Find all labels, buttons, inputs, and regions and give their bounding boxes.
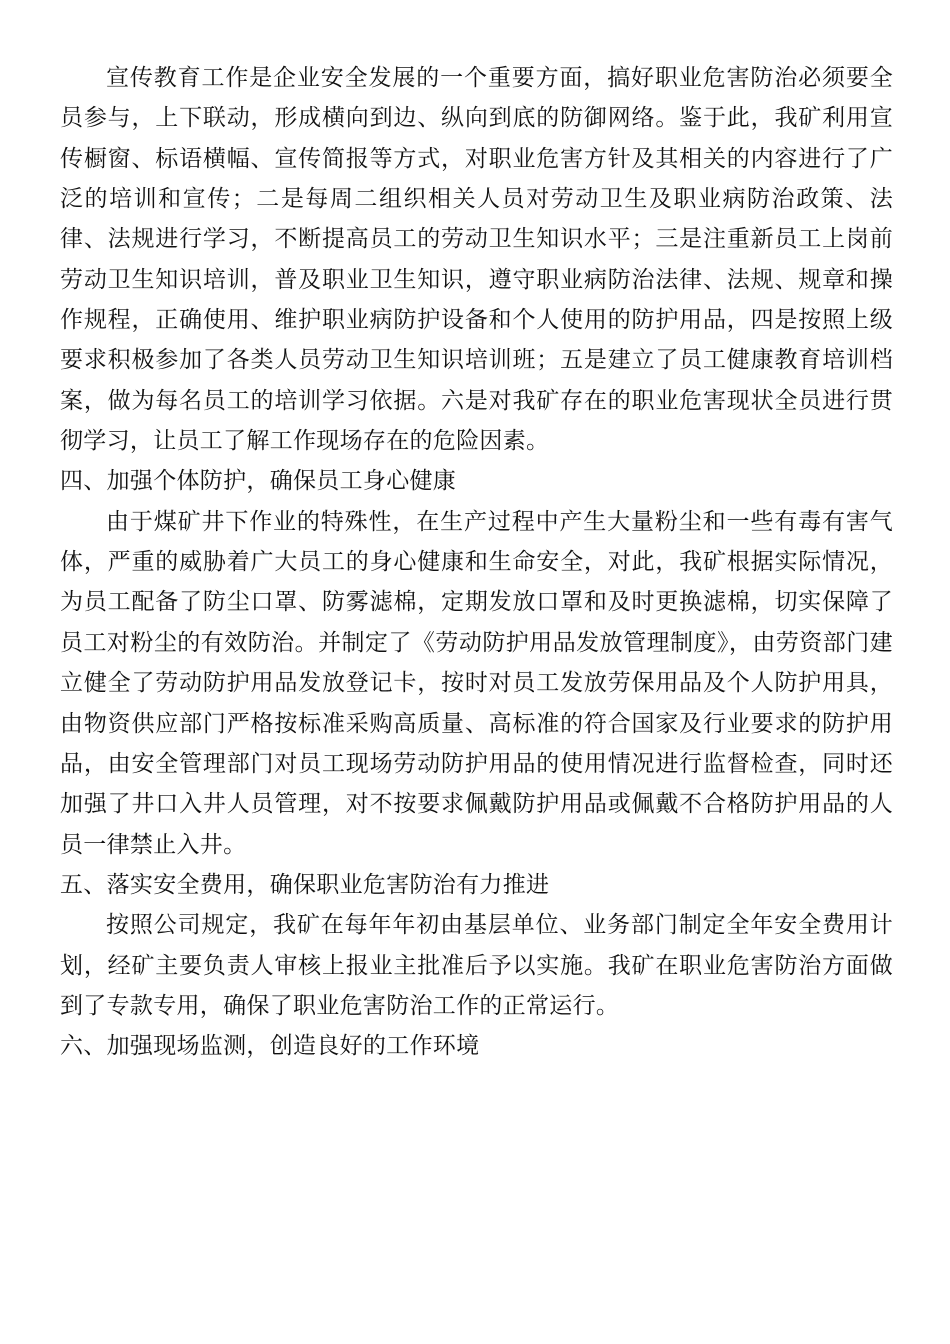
paragraph-safety-funds: 按照公司规定，我矿在每年年初由基层单位、业务部门制定全年安全费用计划，经矿主要负责人审核上报业主批准后予以实施。我矿在职业危害防治方面做到了专款专用，确保了职业危害防治工作的正常运行。 xyxy=(60,912,893,1019)
paragraph-publicity-education: 宣传教育工作是企业安全发展的一个重要方面，搞好职业危害防治必须要全员参与，上下联动，形成横向到边、纵向到底的防御网络。鉴于此，我矿利用宣传橱窗、标语横幅、宣传简报等方式，对职业危害方针及其相关的内容进行了广泛的培训和宣传；二是每周二组织相关人员对劳动卫生及职业病防治政策、法律、法规进行学习，不断提高员工的劳动卫生知识水平；三是注重新员工上岗前劳动卫生知识培训，普及职业卫生知识，遵守职业病防治法律、法规、规章和操作规程，正确使用、维护职业病防护设备和个人使用的防护用品，四是按照上级要求积极参加了各类人员劳动卫生知识培训班；五是建立了员工健康教育培训档案，做为每名员工的培训学习依据。六是对我矿存在的职业危害现状全员进行贯彻学习，让员工了解工作现场存在的危险因素。 xyxy=(60,65,893,455)
section-heading-site-monitoring: 六、加强现场监测，创造良好的工作环境 xyxy=(60,1033,480,1060)
paragraph-personal-protection: 由于煤矿井下作业的特殊性，在生产过程中产生大量粉尘和一些有毒有害气体，严重的威胁着广大员工的身心健康和生命安全，对此，我矿根据实际情况，为员工配备了防尘口罩、防雾滤棉，定期发放口罩和及时更换滤棉，切实保障了员工对粉尘的有效防治。并制定了《劳动防护用品发放管理制度》，由劳资部门建立健全了劳动防护用品发放登记卡，按时对员工发放劳保用品及个人防护用具，由物资供应部门严格按标准采购高质量、高标准的符合国家及行业要求的防护用品，由安全管理部门对员工现场劳动防护用品的使用情况进行监督检查，同时还加强了井口入井人员管理，对不按要求佩戴防护用品或佩戴不合格防护用品的人员一律禁止入井。 xyxy=(60,508,893,858)
document-page xyxy=(60,58,893,1067)
section-heading-safety-funds: 五、落实安全费用，确保职业危害防治有力推进 xyxy=(60,871,550,898)
section-heading-personal-protection: 四、加强个体防护，确保员工身心健康 xyxy=(60,468,457,495)
